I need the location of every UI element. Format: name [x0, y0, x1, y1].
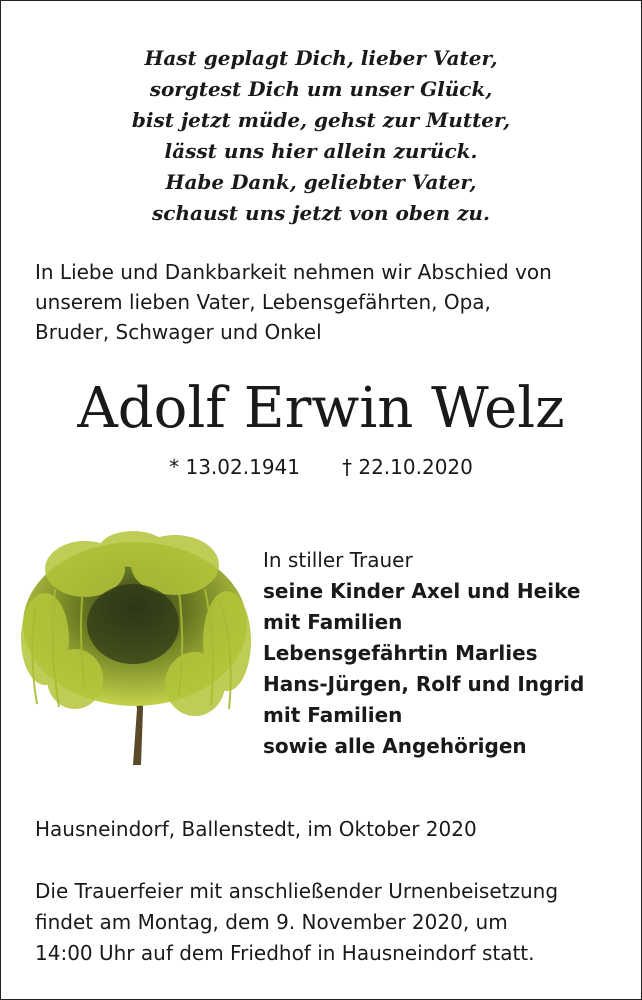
- mourner-line: Hans-Jürgen, Rolf und Ingrid: [263, 672, 585, 696]
- mourners-list: [263, 545, 633, 762]
- place-and-date: Hausneindorf, Ballenstedt, im Oktober 2020: [35, 817, 477, 841]
- poem-line: Hast geplagt Dich, lieber Vater,: [144, 46, 498, 70]
- funeral-line: Die Trauerfeier mit anschließender Urnenbeisetzung: [35, 879, 559, 903]
- farewell-line: Bruder, Schwager und Onkel: [35, 320, 322, 344]
- life-dates: [1, 453, 641, 481]
- funeral-line: findet am Montag, dem 9. November 2020, um: [35, 910, 508, 934]
- mourner-line: mit Familien: [263, 703, 403, 727]
- farewell-line: In Liebe und Dankbarkeit nehmen wir Abschied von: [35, 260, 552, 284]
- poem-line: Habe Dank, geliebter Vater,: [165, 170, 477, 194]
- birth-date: * 13.02.1941: [169, 455, 300, 479]
- deceased-name: Adolf Erwin Welz: [77, 376, 565, 441]
- poem-line: schaust uns jetzt von oben zu.: [152, 201, 490, 225]
- poem-line: bist jetzt müde, gehst zur Mutter,: [131, 108, 511, 132]
- poem: [1, 43, 641, 229]
- mourner-line: Lebensgefährtin Marlies: [263, 641, 538, 665]
- mourner-line: mit Familien: [263, 610, 403, 634]
- mourner-line: sowie alle Angehörigen: [263, 734, 527, 758]
- funeral-notice: [35, 876, 625, 969]
- funeral-line: 14:00 Uhr auf dem Friedhof in Hausneindorf statt.: [35, 941, 535, 965]
- mourners-heading: In stiller Trauer: [263, 548, 413, 572]
- farewell-line: unserem lieben Vater, Lebensgefährten, Opa,: [35, 290, 491, 314]
- farewell-text: [35, 257, 625, 347]
- poem-line: lässt uns hier allein zurück.: [164, 139, 478, 163]
- poem-line: sorgtest Dich um unser Glück,: [149, 77, 493, 101]
- death-date: † 22.10.2020: [342, 455, 473, 479]
- weeping-willow-tree-icon: [15, 529, 257, 765]
- mourner-line: seine Kinder Axel und Heike: [263, 579, 581, 603]
